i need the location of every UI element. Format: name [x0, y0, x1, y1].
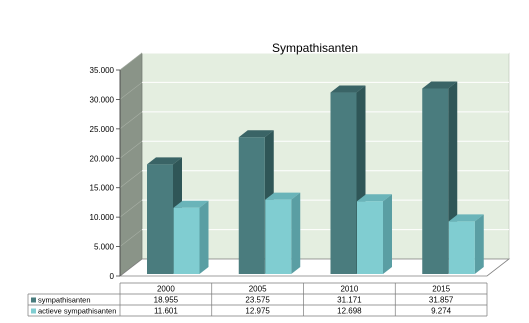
bar-side [383, 194, 392, 274]
table-category: 2015 [432, 284, 451, 294]
side-wall [120, 53, 142, 276]
bar [147, 164, 173, 274]
bar [174, 208, 200, 274]
legend-label: actieve sympathisanten [38, 306, 117, 316]
table-value: 12.975 [245, 306, 270, 316]
table-value: 31.857 [428, 295, 454, 305]
y-tick-label: 25.000 [89, 124, 114, 134]
y-tick-label: 30.000 [89, 95, 114, 105]
table-value: 11.601 [153, 306, 178, 316]
y-tick-label: 35.000 [89, 66, 114, 75]
bar-side [291, 193, 300, 274]
legend-swatch [31, 309, 36, 314]
y-tick-label: 0 [109, 272, 114, 281]
table-value: 18.955 [153, 295, 179, 305]
chart-title: Sympathisanten [271, 41, 359, 55]
y-tick-label: 15.000 [89, 183, 114, 193]
bar [331, 93, 357, 274]
y-tick-label: 10.000 [89, 213, 114, 223]
bar-side [200, 201, 209, 274]
table-category: 2005 [248, 284, 267, 294]
bar [239, 137, 265, 274]
y-tick-label: 5.000 [93, 242, 114, 252]
bar [357, 201, 383, 274]
legend-label: sympathisanten [38, 295, 91, 305]
table-category: 2010 [340, 284, 359, 294]
table-category: 2000 [156, 284, 175, 294]
bar-side [475, 214, 484, 274]
bar [449, 221, 475, 274]
data-table [28, 283, 487, 316]
y-tick-label: 20.000 [89, 154, 114, 164]
table-value: 9.274 [431, 306, 452, 316]
bar [422, 88, 448, 274]
table-value: 12.698 [337, 306, 362, 316]
y-axis [90, 66, 120, 281]
legend-swatch [31, 298, 36, 303]
bar [265, 200, 291, 274]
table-value: 23.575 [245, 295, 270, 305]
table-value: 31.171 [337, 295, 362, 305]
